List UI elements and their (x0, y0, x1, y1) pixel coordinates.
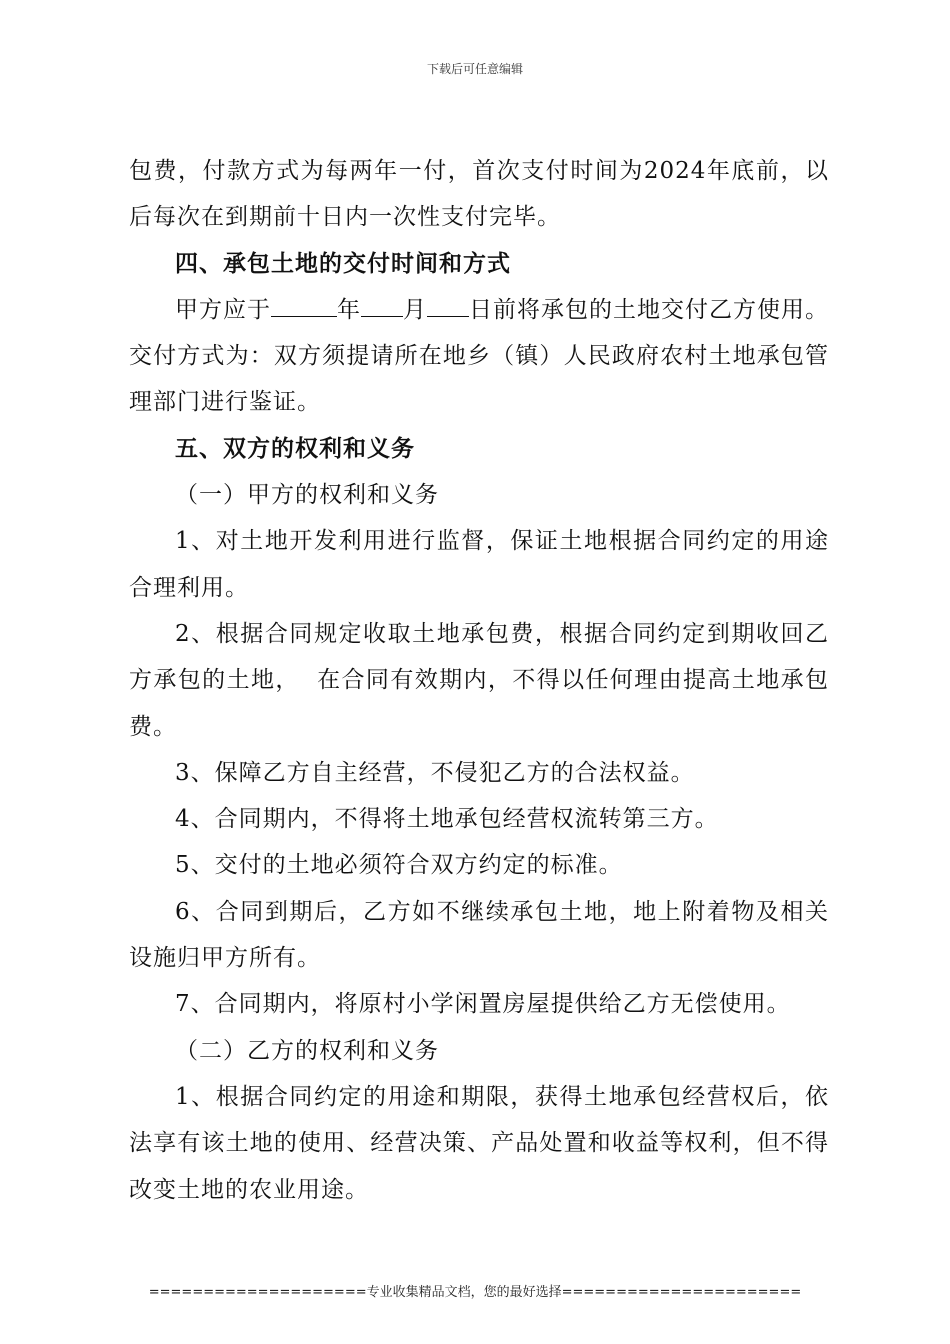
paragraph-fee-payment: 包费，付款方式为每两年一付，首次支付时间为2024年底前，以后每次在到期前十日内一次性支付完毕。 (129, 158, 829, 231)
page-header: 下载后可任意编辑 (426, 62, 523, 76)
page-footer: ====================专业收集精品文档，您的最好选择====================== (148, 1285, 802, 1300)
list-item: 7、合同期内，将原村小学闲置房屋提供给乙方无偿使用。 (175, 991, 791, 1018)
blank-year (271, 315, 337, 317)
paragraph-delivery (129, 287, 829, 426)
delivery-text-month: 月 (403, 296, 427, 323)
blank-month (361, 315, 403, 317)
list-item: 2、根据合同规定收取土地承包费，根据合同约定到期收回乙方承包的土地， 在合同有效期内，不得以任何理由提高土地承包费。 (129, 620, 829, 740)
document-body (129, 148, 829, 1213)
list-item: 3、保障乙方自主经营，不侵犯乙方的合法权益。 (175, 759, 695, 786)
list-item: 1、对土地开发利用进行监督，保证土地根据合同约定的用途合理利用。 (129, 528, 829, 601)
list-item: 4、合同期内，不得将土地承包经营权流转第三方。 (175, 806, 719, 833)
list-item: 1、根据合同约定的用途和期限，获得土地承包经营权后，依法享有该土地的使用、经营决策、产品处置和收益等权利，但不得改变土地的农业用途。 (129, 1083, 829, 1203)
delivery-text-year: 年 (337, 296, 361, 323)
subheading-party-a: （一）甲方的权利和义务 (175, 482, 439, 509)
list-item: 6、合同到期后，乙方如不继续承包土地，地上附着物及相关设施归甲方所有。 (129, 898, 829, 972)
subheading-party-b: （二）乙方的权利和义务 (175, 1037, 439, 1064)
heading-section-5: 五、双方的权利和义务 (175, 434, 415, 462)
delivery-text-rest: 日前将承包的土地交付乙方使用。交付方式为：双方须提请所在地乡（镇）人民政府农村土地承包管理部门进行鉴证。 (129, 296, 829, 416)
heading-section-4: 四、承包土地的交付时间和方式 (175, 249, 511, 277)
list-item: 5、交付的土地必须符合双方约定的标准。 (175, 852, 623, 879)
delivery-text-start: 甲方应于 (175, 296, 271, 323)
blank-day (427, 315, 469, 317)
